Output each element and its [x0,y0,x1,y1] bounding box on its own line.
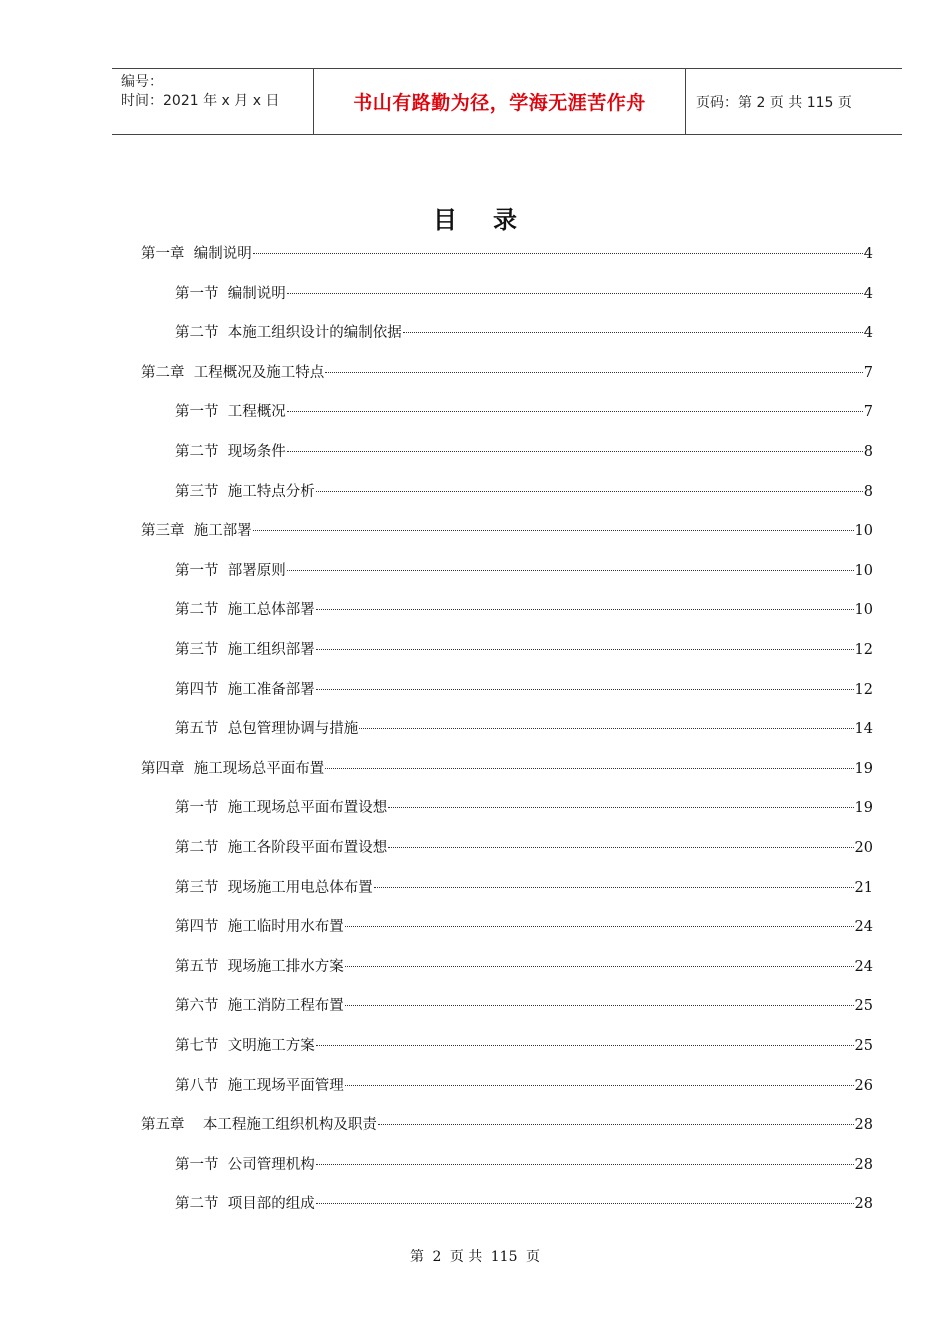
toc-dot-leader [287,411,863,412]
toc-entry-page: 19 [854,761,873,777]
toc-section-entry[interactable] [175,283,873,305]
header-motto-cell [313,69,686,134]
toc-dot-leader [316,609,854,610]
toc-entry-label: 第二节 本施工组织设计的编制依据 [175,325,402,341]
toc-entry-page: 10 [854,602,873,618]
toc-section-entry[interactable] [175,1035,873,1057]
toc-dot-leader [287,451,863,452]
toc-dot-leader [316,1164,854,1165]
toc-chapter-entry[interactable] [141,1114,873,1136]
footer-current-page: 2 [432,1249,442,1265]
toc-entry-label: 第六节 施工消防工程布置 [175,998,344,1014]
footer-prefix: 第 [410,1249,425,1265]
toc-section-entry[interactable] [175,956,873,978]
toc-dot-leader [316,491,863,492]
toc-entry-label: 第二节 施工各阶段平面布置设想 [175,840,388,856]
toc-dot-leader [378,1124,854,1125]
toc-entry-label: 第四节 施工准备部署 [175,682,315,698]
toc-dot-leader [345,1005,854,1006]
toc-entry-label: 第八节 施工现场平面管理 [175,1078,344,1094]
toc-section-entry[interactable] [175,401,873,423]
toc-entry-page: 25 [854,998,873,1014]
toc-entry-page: 10 [854,523,873,539]
toc-dot-leader [287,570,854,571]
toc-entry-page: 21 [854,880,873,896]
toc-chapter-entry[interactable] [141,520,873,542]
toc-entry-page: 12 [854,682,873,698]
toc-entry-label: 第四章 施工现场总平面布置 [141,761,325,777]
toc-entry-label: 第一节 部署原则 [175,563,286,579]
toc-entry-label: 第一节 公司管理机构 [175,1157,315,1173]
toc-entry-page: 12 [854,642,873,658]
toc-entry-page: 26 [854,1078,873,1094]
page-title: 目录 [433,205,553,234]
toc-section-entry[interactable] [175,718,873,740]
toc-entry-label: 第七节 文明施工方案 [175,1038,315,1054]
header-motto: 书山有路勤为径，学海无涯苦作舟 [353,92,646,114]
toc-entry-label: 第五节 总包管理协调与措施 [175,721,359,737]
toc-dot-leader [359,728,853,729]
toc-dot-leader [388,807,853,808]
toc-dot-leader [403,332,863,333]
header-meta [112,69,313,134]
toc-entry-label: 第二章 工程概况及施工特点 [141,365,325,381]
toc-entry-label: 第五节 现场施工排水方案 [175,959,344,975]
toc-section-entry[interactable] [175,481,873,503]
toc-entry-label: 第一章 编制说明 [141,246,252,262]
toc-entry-page: 8 [863,484,873,500]
toc-entry-label: 第五章 本工程施工组织机构及职责 [141,1117,377,1133]
toc-dot-leader [345,926,854,927]
toc-section-entry[interactable] [175,1075,873,1097]
toc-entry-page: 7 [863,404,873,420]
toc-dot-leader [325,372,863,373]
toc-entry-page: 19 [854,800,873,816]
toc-dot-leader [287,293,863,294]
toc-entry-page: 24 [854,959,873,975]
toc-entry-label: 第一节 施工现场总平面布置设想 [175,800,388,816]
toc-entry-page: 28 [854,1117,873,1133]
toc-entry-page: 28 [854,1157,873,1173]
toc-dot-leader [253,530,854,531]
toc-entry-page: 7 [863,365,873,381]
toc-entry-page: 28 [854,1196,873,1212]
toc-chapter-entry[interactable] [141,243,873,265]
toc-dot-leader [345,1085,854,1086]
toc-section-entry[interactable] [175,679,873,701]
toc-entry-label: 第三章 施工部署 [141,523,252,539]
toc-section-entry[interactable] [175,837,873,859]
toc-entry-page: 4 [863,246,873,262]
page-header [112,68,902,135]
toc-entry-page: 25 [854,1038,873,1054]
toc-dot-leader [345,966,854,967]
toc-dot-leader [316,649,854,650]
toc-section-entry[interactable] [175,995,873,1017]
toc-section-entry[interactable] [175,599,873,621]
toc-section-entry[interactable] [175,877,873,899]
toc-dot-leader [253,253,863,254]
toc-entry-label: 第三节 施工组织部署 [175,642,315,658]
toc-section-entry[interactable] [175,797,873,819]
footer-total-pages: 115 [490,1249,518,1265]
toc-section-entry[interactable] [175,916,873,938]
toc-entry-page: 10 [854,563,873,579]
toc-entry-label: 第三节 现场施工用电总体布置 [175,880,373,896]
toc-chapter-entry[interactable] [141,362,873,384]
footer-mid: 页 共 [449,1249,483,1265]
toc-entry-page: 4 [863,286,873,302]
header-page-info: 页码：第 2 页 共 115 页 [696,94,852,111]
toc-entry-page: 4 [863,325,873,341]
footer-suffix: 页 [525,1249,540,1265]
toc-dot-leader [316,1203,854,1204]
toc-chapter-entry[interactable] [141,758,873,780]
toc-entry-label: 第一节 工程概况 [175,404,286,420]
toc-dot-leader [325,768,853,769]
toc-section-entry[interactable] [175,322,873,344]
toc-entry-page: 20 [854,840,873,856]
toc-entry-label: 第二节 项目部的组成 [175,1196,315,1212]
page-footer [0,1246,950,1266]
toc-section-entry[interactable] [175,441,873,463]
toc-entry-label: 第二节 现场条件 [175,444,286,460]
toc-dot-leader [316,689,854,690]
toc-section-entry[interactable] [175,1154,873,1176]
toc-entry-label: 第三节 施工特点分析 [175,484,315,500]
toc-entry-page: 8 [863,444,873,460]
toc-section-entry[interactable] [175,560,873,582]
toc-entry-label: 第一节 编制说明 [175,286,286,302]
document-date: 时间：2021 年 x 月 x 日 [121,93,280,109]
toc-dot-leader [316,1045,854,1046]
toc-entry-label: 第二节 施工总体部署 [175,602,315,618]
toc-entry-label: 第四节 施工临时用水布置 [175,919,344,935]
toc-entry-page: 24 [854,919,873,935]
toc-entry-page: 14 [854,721,873,737]
document-number-label: 编号： [121,74,163,90]
toc-dot-leader [388,847,853,848]
toc-section-entry[interactable] [175,1193,873,1215]
toc-dot-leader [374,887,854,888]
toc-section-entry[interactable] [175,639,873,661]
